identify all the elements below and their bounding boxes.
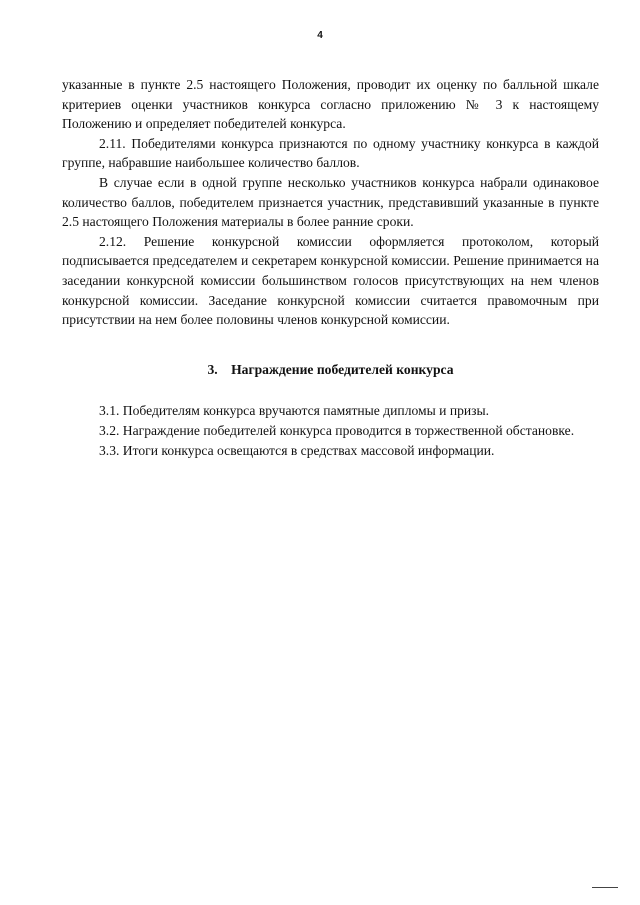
paragraph-3-2: 3.2. Награждение победителей конкурса проводится в торжественной обстановке. — [99, 422, 575, 438]
scan-corner-mark — [592, 887, 618, 888]
section-3-title: Награждение победителей конкурса — [231, 361, 454, 377]
document-body — [62, 75, 599, 460]
paragraph-2-12: 2.12. Решение конкурсной комиссии оформляется протоколом, который подписывается председателем и секретарем конкурсной комиссии. Решение принимается на заседании конкурсной комиссии большинством голосов присутствующих на нем членов конкурсной комиссии. Заседание конкурсной комиссии считается правомочным при присутствии на нем более половины членов конкурсной комиссии. — [62, 233, 599, 328]
paragraph-continuation: указанные в пункте 2.5 настоящего Положения, проводит их оценку по балльной шкале критериев оценки участников конкурса согласно приложению № 3 к настоящему Положению и определяет победителей конкурса. — [62, 77, 599, 132]
section-3-number: 3. — [207, 361, 218, 377]
paragraph-2-11: 2.11. Победителями конкурса признаются по одному участнику конкурса в каждой группе, набравшие наибольшее количество баллов. — [62, 135, 599, 171]
paragraph-tie-rule: В случае если в одной группе несколько участников конкурса набрали одинаковое количество баллов, победителем признается участник, представивший указанные в пункте 2.5 настоящего Положения материалы в более ранние сроки. — [62, 174, 599, 230]
paragraph-3-3: 3.3. Итоги конкурса освещаются в средствах массовой информации. — [99, 442, 495, 458]
paragraph-3-1: 3.1. Победителям конкурса вручаются памятные дипломы и призы. — [99, 403, 490, 419]
page-number: 4 — [317, 30, 323, 41]
section-3-heading — [62, 360, 599, 380]
